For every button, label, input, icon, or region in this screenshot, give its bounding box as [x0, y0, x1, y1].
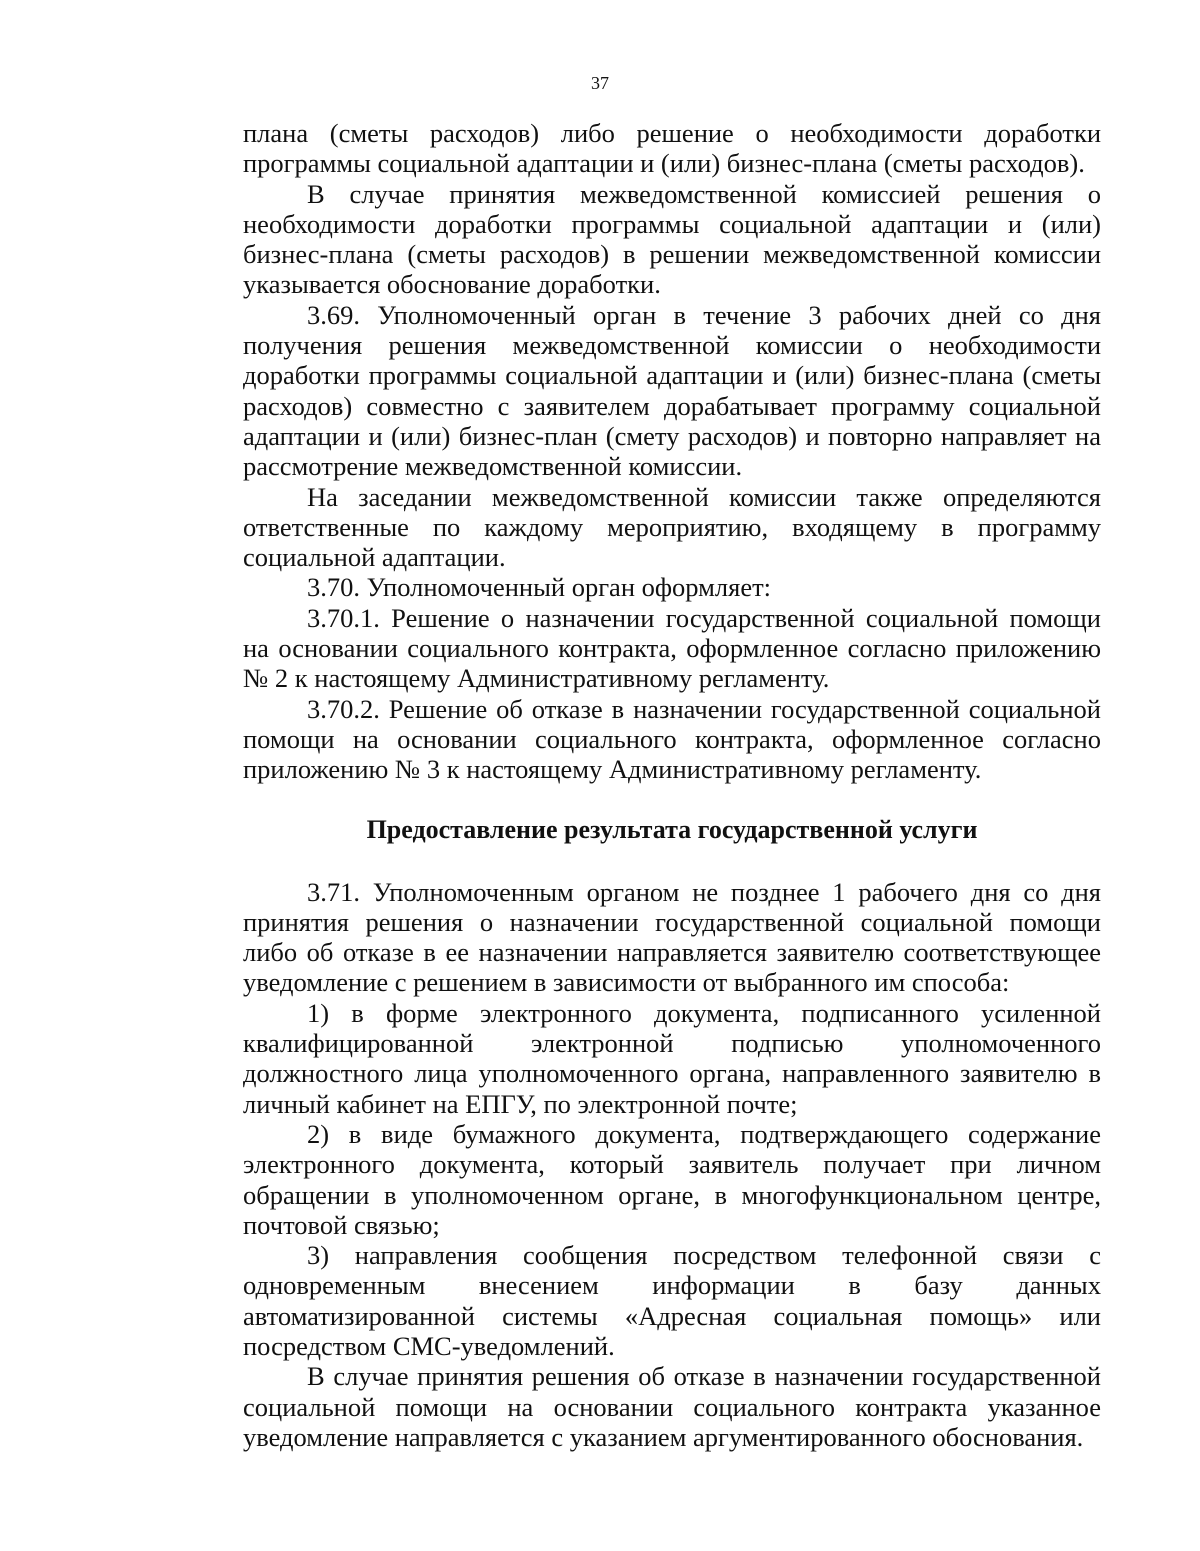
paragraph-3-70-2: 3.70.2. Решение об отказе в назначении государственной социальной помощи на основании социального контракта, оформленное согласно приложению № 3 к настоящему Административному регламенту.	[243, 693, 1101, 785]
paragraph-3-69: 3.69. Уполномоченный орган в течение 3 рабочих дней со дня получения решения межведомственной комиссии о необходимости доработки программы социальной адаптации и (или) бизнес-плана (сметы расходов) совместно с заявителем дорабатывает программу социальной адаптации и (или) бизнес-план (смету расходов) и повторно направляет на рассмотрение межведомственной комиссии.	[243, 299, 1101, 482]
page-number: 37	[591, 73, 609, 93]
paragraph-3-70-1: 3.70.1. Решение о назначении государственной социальной помощи на основании социального контракта, оформленное согласно приложению № 2 к настоящему Административному регламенту.	[243, 602, 1101, 694]
paragraph-3-70: 3.70. Уполномоченный орган оформляет:	[307, 572, 772, 603]
paragraph-responsible-persons: На заседании межведомственной комиссии также определяются ответственные по каждому мероприятию, входящему в программу социальной адаптации.	[243, 481, 1101, 573]
paragraph-3-71: 3.71. Уполномоченным органом не позднее 1 рабочего дня со дня принятия решения о назначении государственной социальной помощи либо об отказе в ее назначении направляется заявителю соответствующее уведомление с решением в зависимости от выбранного им способа:	[243, 876, 1101, 998]
list-item-3: 3) направления сообщения посредством телефонной связи с одновременным внесением информации в базу данных автоматизированной системы «Адресная социальная помощь» или посредством СМС-уведомлений.	[243, 1240, 1101, 1361]
document-body	[243, 118, 1101, 1452]
list-item-2: 2) в виде бумажного документа, подтверждающего содержание электронного документа, который заявитель получает при личном обращении в уполномоченном органе, в многофункциональном центре, почтовой связью;	[243, 1118, 1101, 1240]
paragraph-refusal-notice: В случае принятия решения об отказе в назначении государственной социальной помощи на основании социального контракта указанное уведомление направляется с указанием аргументированного обоснования.	[243, 1361, 1101, 1452]
list-item-1: 1) в форме электронного документа, подписанного усиленной квалифицированной электронной подписью уполномоченного должностного лица уполномоченного органа, направленного заявителю в личный кабинет на ЕПГУ, по электронной почте;	[243, 997, 1101, 1119]
section-heading: Предоставление результата государственной услуги	[366, 814, 978, 844]
paragraph-continuation: плана (сметы расходов) либо решение о необходимости доработки программы социальной адаптации и (или) бизнес-плана (сметы расходов).	[243, 118, 1101, 179]
paragraph-revision-justification: В случае принятия межведомственной комиссией решения о необходимости доработки программы социальной адаптации и (или) бизнес-плана (сметы расходов) в решении межведомственной комиссии указывается обоснование доработки.	[243, 178, 1101, 300]
